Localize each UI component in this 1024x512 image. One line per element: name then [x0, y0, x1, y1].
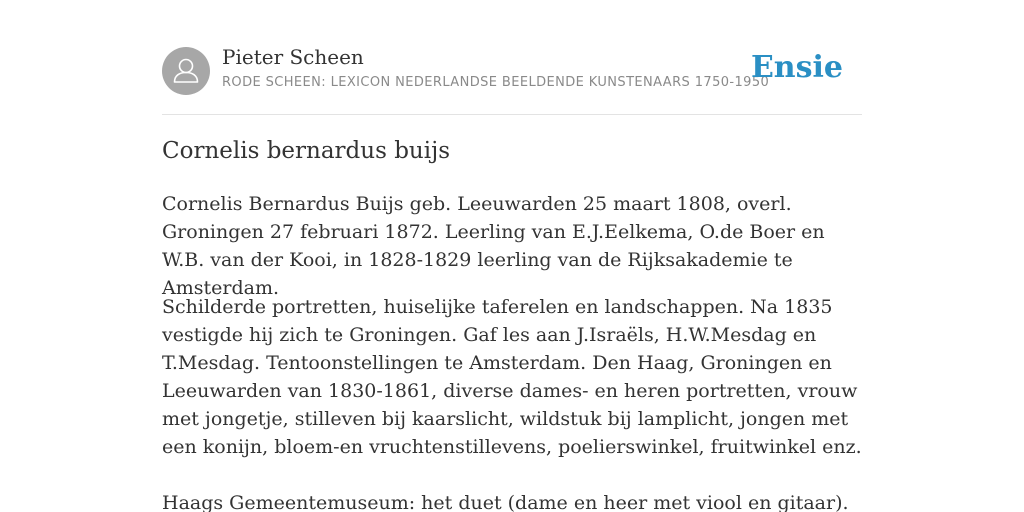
author-avatar[interactable] [162, 47, 210, 95]
author-header [162, 0, 862, 115]
author-name[interactable]: Pieter Scheen [222, 45, 364, 69]
article-paragraph-3: Haags Gemeentemuseum: het duet (dame en heer met viool en gitaar). [162, 492, 849, 512]
article-title: Cornelis bernardus buijs [162, 138, 451, 164]
brand-logo[interactable]: Ensie [750, 50, 843, 85]
page-container [162, 0, 862, 512]
source-title[interactable]: RODE SCHEEN: LEXICON NEDERLANDSE BEELDENDE KUNSTENAARS 1750-1950 [222, 75, 770, 90]
article-paragraph-1: Cornelis Bernardus Buijs geb. Leeuwarden 25 maart 1808, overl. Groningen 27 februari 1872. Leerling van E.J.Eelkema, O.de Boer en W.B. van der Kooi, in 1828-1829 leerling van de Rijksakademie te Amsterdam. [162, 193, 825, 299]
article-paragraph-2: Schilderde portretten, huiselijke taferelen en landschappen. Na 1835 vestigde hij zich te Groningen. Gaf les aan J.Israëls, H.W.Mesdag en T.Mesdag. Tentoonstellingen te Amsterdam. Den Haag, Groningen en Leeuwarden van 1830-1861, diverse dames- en heren portretten, vrouw met jongetje, stilleven bij kaarslicht, wildstuk bij lamplicht, jongen met een konijn, bloem-en vruchtenstillevens, poelierswinkel, fruitwinkel enz. [162, 296, 862, 458]
user-icon [162, 47, 210, 95]
